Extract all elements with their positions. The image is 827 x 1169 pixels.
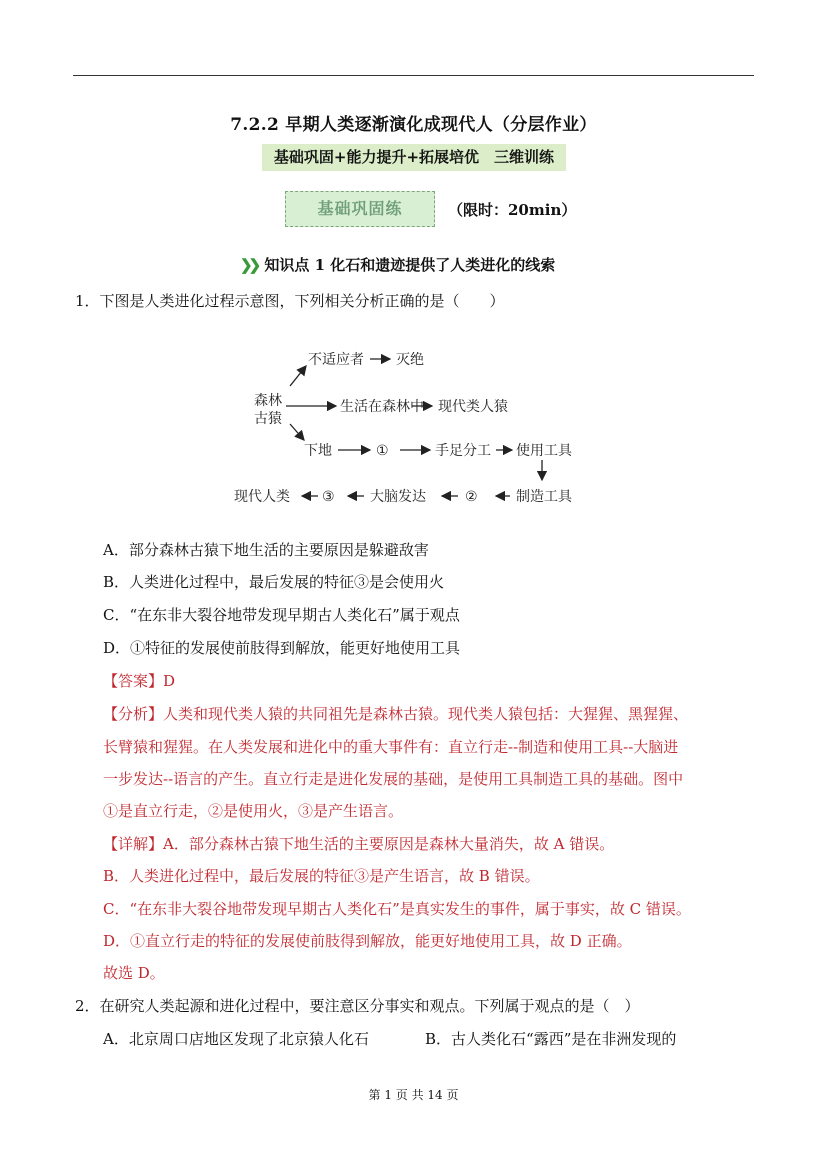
q1-analysis-line-4: ①是直立行走，②是使用火，③是产生语言。 bbox=[103, 802, 404, 820]
arrow-to-unfit bbox=[290, 366, 306, 386]
question-1-stem: 1．下图是人类进化过程示意图，下列相关分析正确的是（ ） bbox=[75, 292, 505, 310]
analysis-text-1: 人类和现代类人猿的共同祖先是森林古猿。现代类人猿包括：大猩猩、黑猩猩、 bbox=[163, 705, 689, 723]
page-footer: 第 1 页 共 14 页 bbox=[368, 1088, 459, 1102]
node-brain: 大脑发达 bbox=[370, 489, 426, 505]
q1-answer bbox=[103, 670, 175, 691]
q1-option-b: B．人类进化过程中，最后发展的特征③是会使用火 bbox=[103, 573, 445, 591]
node-unfit: 不适应者 bbox=[308, 352, 364, 368]
q1-analysis-line-1 bbox=[103, 703, 688, 724]
node-ground: 下地 bbox=[304, 443, 332, 459]
q2-option-a: A．北京周口店地区发现了北京猿人化石 bbox=[103, 1030, 369, 1048]
q1-detail-b: B．人类进化过程中，最后发展的特征③是产生语言，故 B 错误。 bbox=[103, 867, 540, 885]
node-forest-ape-2: 古猿 bbox=[254, 411, 282, 427]
node-forest-ape-1: 森林 bbox=[254, 393, 282, 409]
q1-detail-a bbox=[103, 833, 614, 854]
q2-option-b: B．古人类化石“露西”是在非洲发现的 bbox=[425, 1030, 677, 1048]
section-badge: 基础巩固练 bbox=[285, 191, 435, 227]
detail-a-text: A．部分森林古猿下地生活的主要原因是森林大量消失，故 A 错误。 bbox=[163, 835, 615, 853]
node-c3: ③ bbox=[322, 489, 335, 505]
node-make-tools: 制造工具 bbox=[516, 489, 572, 505]
question-2-stem: 2．在研究人类起源和进化过程中，要注意区分事实和观点。下列属于观点的是（ ） bbox=[75, 997, 640, 1015]
node-modern-human: 现代人类 bbox=[234, 489, 290, 505]
q1-analysis-line-3: 一步发达--语言的产生。直立行走是进化发展的基础，是使用工具制造工具的基础。图中 bbox=[103, 770, 684, 788]
node-use-tools: 使用工具 bbox=[516, 443, 572, 459]
double-chevron-icon: ❯❯ bbox=[240, 256, 258, 274]
node-c2: ② bbox=[465, 489, 478, 505]
q1-detail-c: C．“在东非大裂谷地带发现早期古人类化石”是真实发生的事件，属于事实，故 C 错误。 bbox=[103, 900, 691, 918]
page-title: 7.2.2 早期人类逐渐演化成现代人（分层作业） bbox=[230, 115, 597, 135]
q1-option-c: C．“在东非大裂谷地带发现早期古人类化石”属于观点 bbox=[103, 606, 460, 624]
knowledge-point-heading bbox=[240, 254, 555, 275]
arrow-to-ground bbox=[290, 424, 304, 440]
q1-analysis-line-2: 长臂猿和猩猩。在人类发展和进化中的重大事件有：直立行走--制造和使用工具--大脑进 bbox=[103, 738, 679, 756]
analysis-label: 【分析】 bbox=[103, 705, 164, 723]
answer-value: D bbox=[163, 672, 176, 690]
q1-option-a: A．部分森林古猿下地生活的主要原因是躲避敌害 bbox=[103, 541, 429, 559]
q1-option-d: D．①特征的发展使前肢得到解放，能更好地使用工具 bbox=[103, 639, 461, 657]
answer-label: 【答案】 bbox=[103, 672, 164, 690]
node-live-forest: 生活在森林中 bbox=[340, 399, 424, 415]
node-extinct: 灭绝 bbox=[396, 352, 424, 368]
node-hand-foot: 手足分工 bbox=[435, 443, 491, 459]
q1-detail-d: D．①直立行走的特征的发展使前肢得到解放，能更好地使用工具，故 D 正确。 bbox=[103, 932, 632, 950]
knowledge-point-text: 知识点 1 化石和遗迹提供了人类进化的线索 bbox=[264, 256, 556, 274]
node-modern-apes: 现代类人猿 bbox=[438, 399, 508, 415]
q1-conclusion: 故选 D。 bbox=[103, 964, 165, 982]
node-c1: ① bbox=[376, 443, 389, 459]
subtitle-banner: 基础巩固+能力提升+拓展培优 三维训练 bbox=[262, 144, 566, 171]
detail-label: 【详解】 bbox=[103, 835, 164, 853]
time-limit: （限时：20min） bbox=[448, 201, 577, 219]
evolution-diagram bbox=[220, 338, 600, 510]
header-rule bbox=[73, 75, 754, 76]
